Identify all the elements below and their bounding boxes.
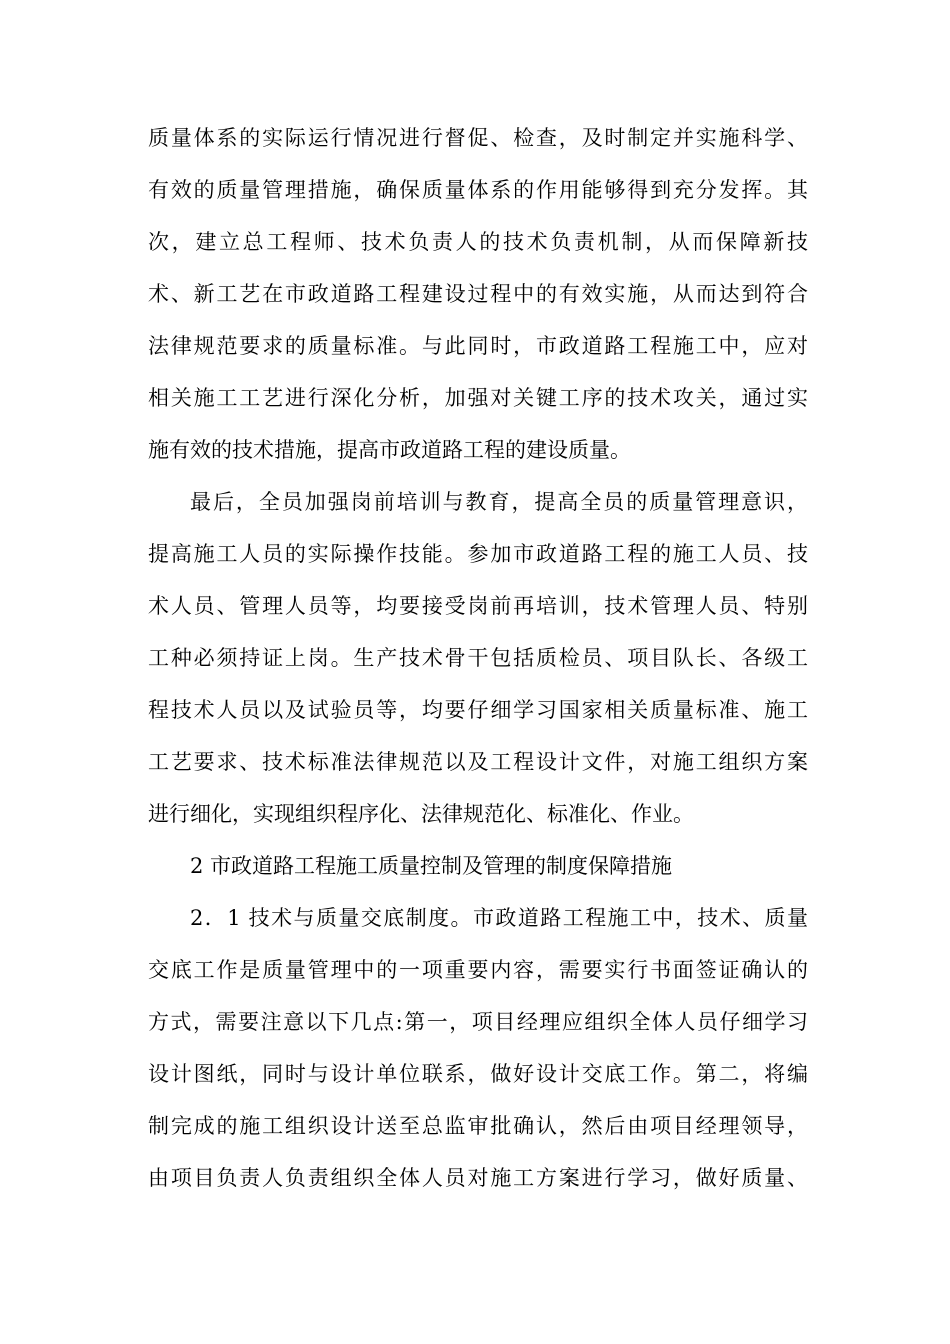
paragraph-2-line-1: 最后，全员加强岗前培训与教育，提高全员的质量管理意识， (190, 490, 808, 514)
paragraph-1-line-3: 次，建立总工程师、技术负责人的技术负责机制，从而保障新技 (148, 230, 808, 254)
section-heading: 2 市政道路工程施工质量控制及管理的制度保障措施 (190, 854, 673, 878)
paragraph-2-line-3: 术人员、管理人员等，均要接受岗前再培训，技术管理人员、特别 (148, 594, 808, 618)
paragraph-2-line-6: 工艺要求、技术标准法律规范以及工程设计文件，对施工组织方案 (148, 750, 808, 774)
paragraph-3-line-1: 2．1 技术与质量交底制度。市政道路工程施工中，技术、质量 (190, 906, 808, 930)
paragraph-3-line-4: 设计图纸，同时与设计单位联系，做好设计交底工作。第二，将编 (148, 1062, 808, 1086)
paragraph-2-line-4: 工种必须持证上岗。生产技术骨干包括质检员、项目队长、各级工 (148, 646, 808, 670)
paragraph-1-line-6: 相关施工工艺进行深化分析，加强对关键工序的技术攻关，通过实 (148, 386, 808, 410)
paragraph-2-line-2: 提高施工人员的实际操作技能。参加市政道路工程的施工人员、技 (148, 542, 808, 566)
paragraph-2-line-7: 进行细化，实现组织程序化、法律规范化、标准化、作业。 (148, 802, 694, 826)
paragraph-1-line-5: 法律规范要求的质量标准。与此同时，市政道路工程施工中，应对 (148, 334, 808, 358)
paragraph-3-line-3: 方式，需要注意以下几点:第一，项目经理应组织全体人员仔细学习 (148, 1010, 808, 1034)
paragraph-1-line-7: 施有效的技术措施，提高市政道路工程的建设质量。 (148, 438, 631, 462)
paragraph-1-line-2: 有效的质量管理措施，确保质量体系的作用能够得到充分发挥。其 (148, 178, 808, 202)
paragraph-1-line-1: 质量体系的实际运行情况进行督促、检查，及时制定并实施科学、 (148, 126, 808, 150)
paragraph-3-line-6: 由项目负责人负责组织全体人员对施工方案进行学习，做好质量、 (148, 1166, 808, 1190)
paragraph-3-line-5: 制完成的施工组织设计送至总监审批确认，然后由项目经理领导， (148, 1114, 808, 1138)
paragraph-1-line-4: 术、新工艺在市政道路工程建设过程中的有效实施，从而达到符合 (148, 282, 808, 306)
paragraph-3-line-2: 交底工作是质量管理中的一项重要内容，需要实行书面签证确认的 (148, 958, 808, 982)
paragraph-2-line-5: 程技术人员以及试验员等，均要仔细学习国家相关质量标准、施工 (148, 698, 808, 722)
